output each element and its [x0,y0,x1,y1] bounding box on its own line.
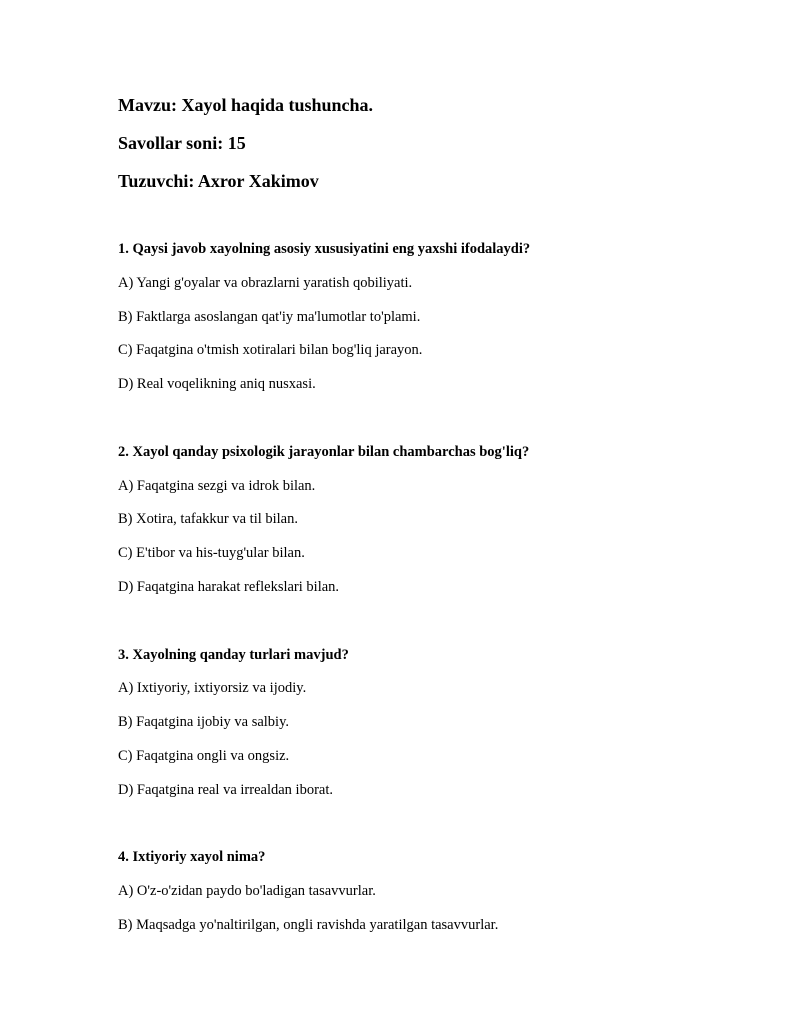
question-2-option-c: C) E'tibor va his-tuyg'ular bilan. [118,545,305,561]
question-2-option-a: A) Faqatgina sezgi va idrok bilan. [118,478,316,494]
question-4-option-b: B) Maqsadga yo'naltirilgan, ongli ravishda yaratilgan tasavvurlar. [118,917,499,933]
question-3-option-b: B) Faqatgina ijobiy va salbiy. [118,714,290,730]
question-2-option-b: B) Xotira, tafakkur va til bilan. [118,511,298,527]
question-1-option-a: A) Yangi g'oyalar va obrazlarni yaratish qobiliyati. [118,275,413,291]
topic-heading: Mavzu: Xayol haqida tushuncha. [118,95,374,115]
question-1-option-b: B) Faktlarga asoslangan qat'iy ma'lumotlar to'plami. [118,309,421,325]
question-2-option-d: D) Faqatgina harakat reflekslari bilan. [118,579,340,595]
question-3-text: 3. Xayolning qanday turlari mavjud? [118,647,349,663]
question-count-heading: Savollar soni: 15 [118,133,246,153]
question-3-option-d: D) Faqatgina real va irrealdan iborat. [118,782,333,798]
author-heading: Tuzuvchi: Axror Xakimov [118,171,319,191]
question-3-option-c: C) Faqatgina ongli va ongsiz. [118,748,290,764]
question-4-text: 4. Ixtiyoriy xayol nima? [118,849,266,865]
question-1-option-d: D) Real voqelikning aniq nusxasi. [118,376,316,392]
question-1-option-c: C) Faqatgina o'tmish xotiralari bilan bog'liq jarayon. [118,342,423,358]
question-1-text: 1. Qaysi javob xayolning asosiy xususiyatini eng yaxshi ifodalaydi? [118,241,531,257]
question-3-option-a: A) Ixtiyoriy, ixtiyorsiz va ijodiy. [118,680,307,696]
question-4-option-a: A) O'z-o'zidan paydo bo'ladigan tasavvurlar. [118,883,376,899]
question-2-text: 2. Xayol qanday psixologik jarayonlar bilan chambarchas bog'liq? [118,444,530,460]
